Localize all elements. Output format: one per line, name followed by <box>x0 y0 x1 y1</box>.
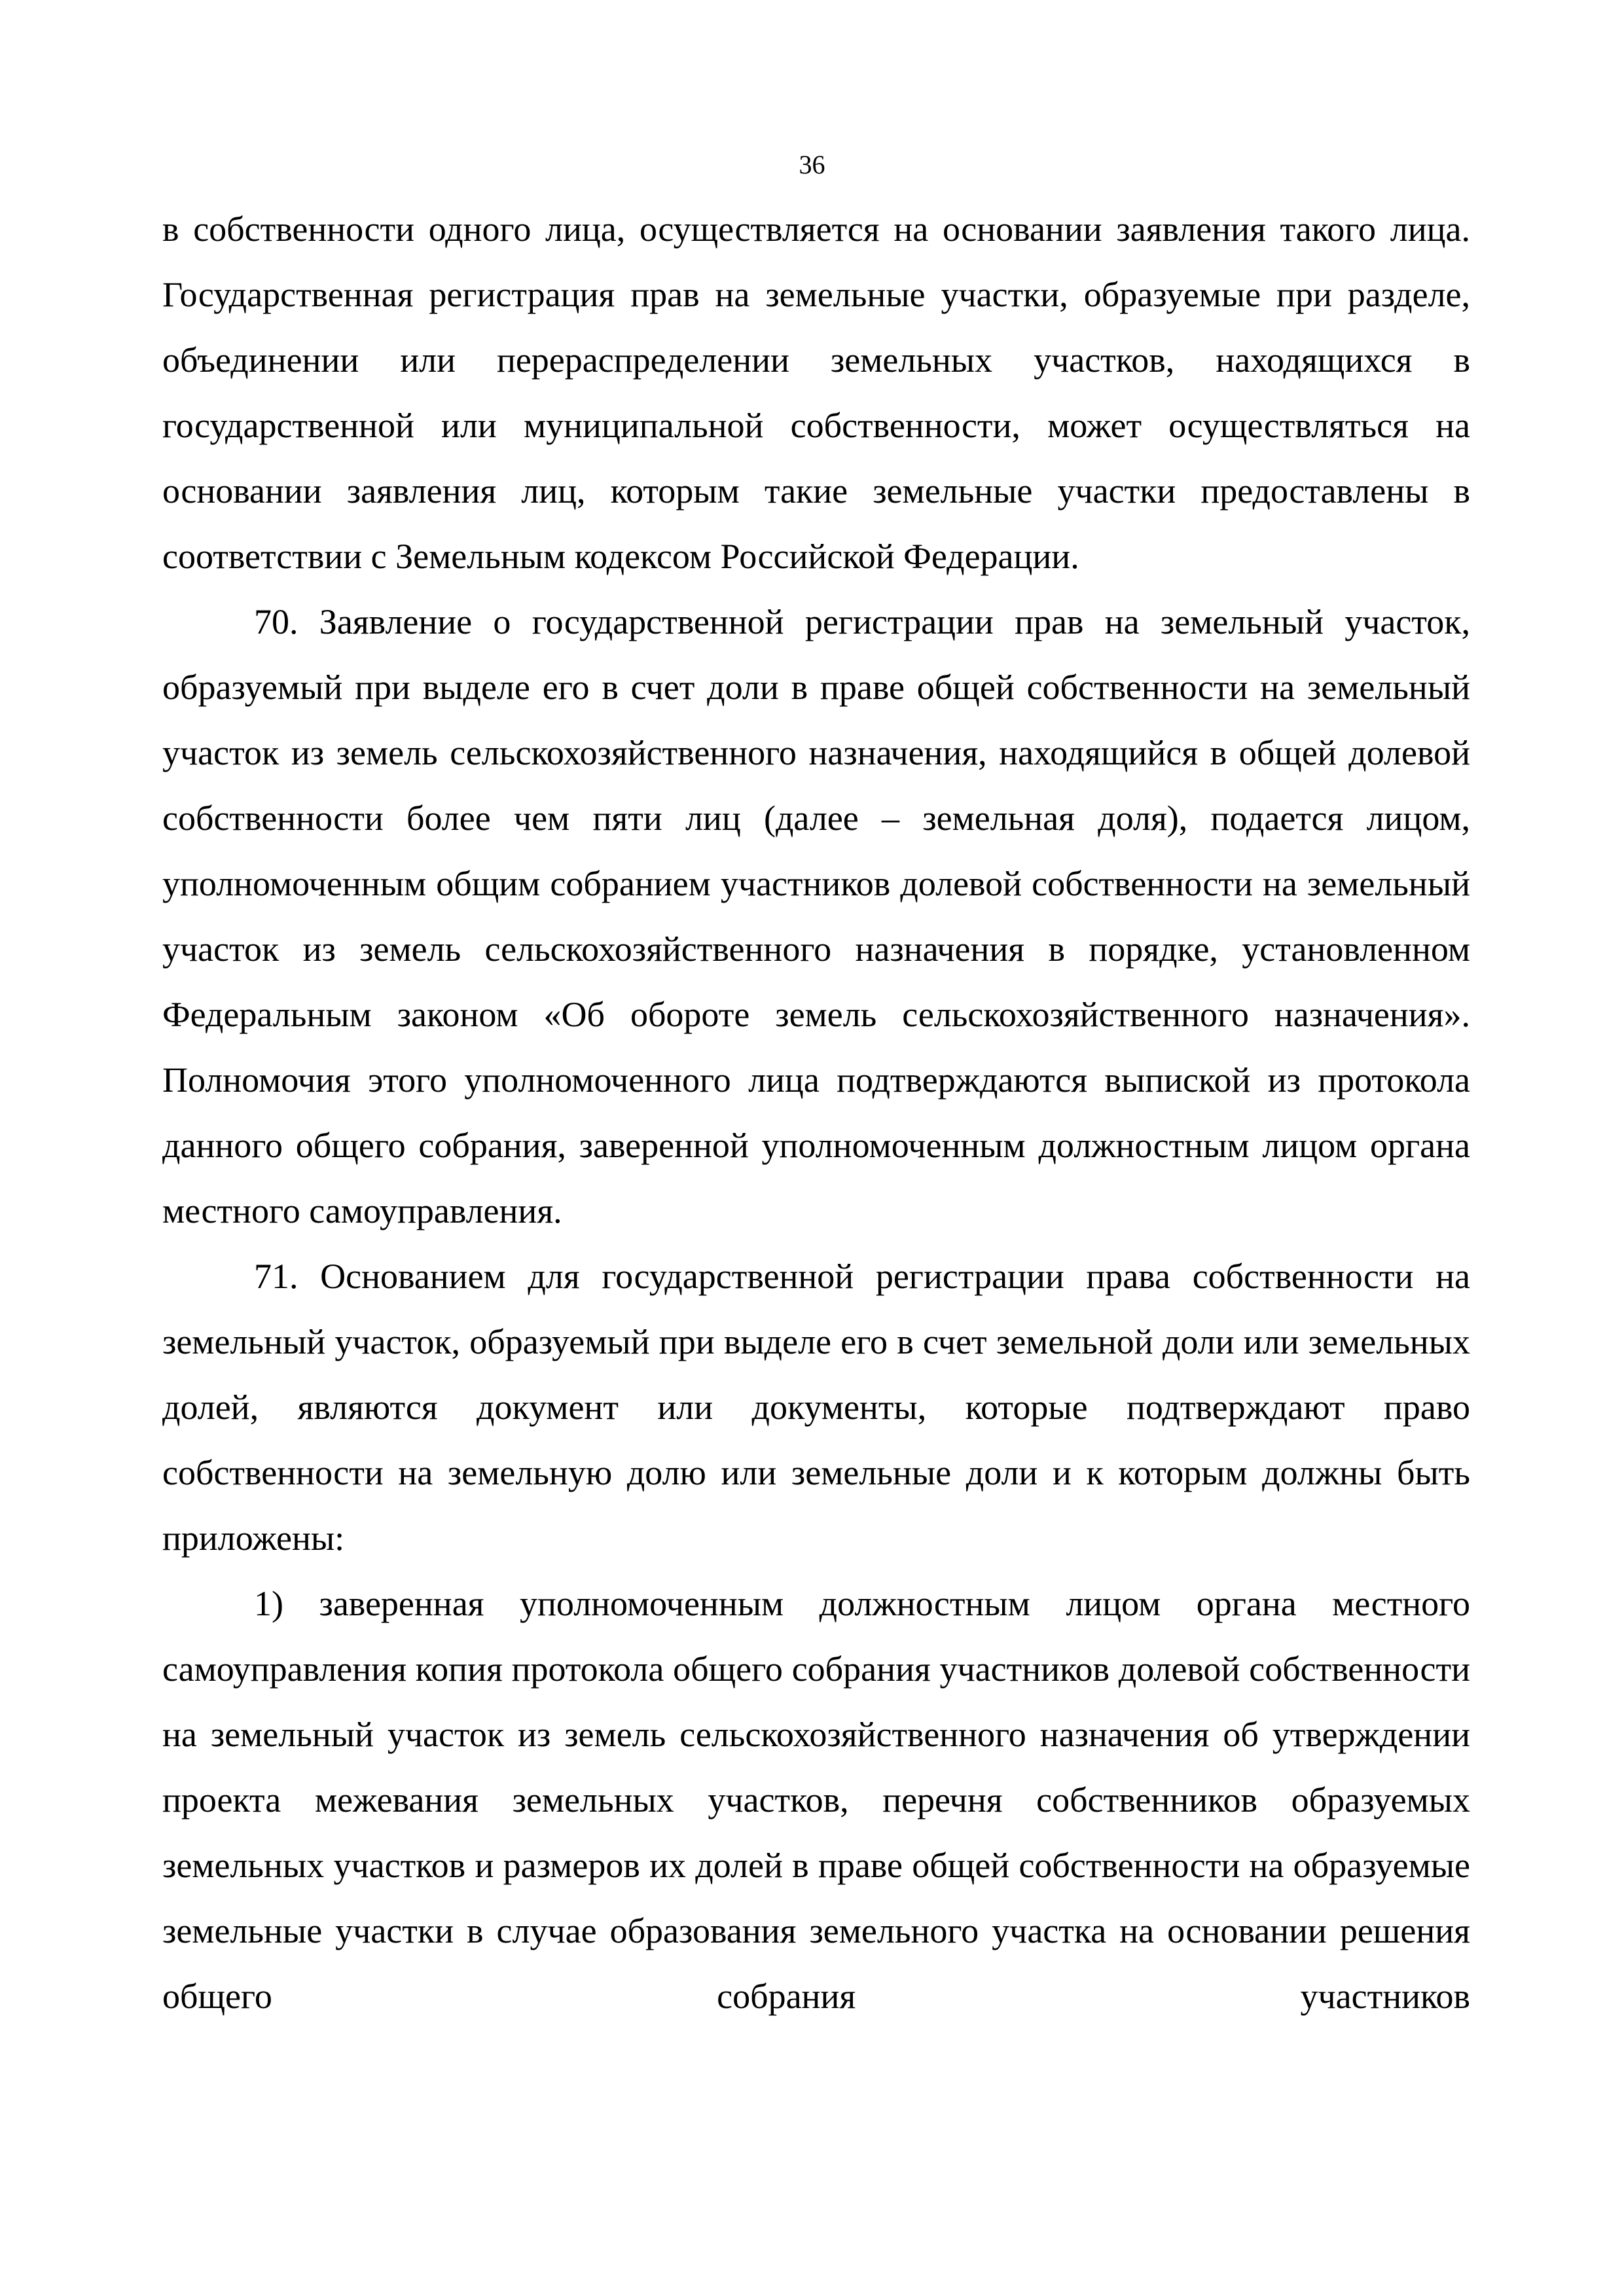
paragraph-70: 70. Заявление о государственной регистрации прав на земельный участок, образуемый при выделе его в счет доли в праве общей собственности на земельный участок из земель сельскохозяйственного назначения, находящийся в общей долевой собственности более чем пяти лиц (далее – земельная доля), подается лицом, уполномоченным общим собранием участников долевой собственности на земельный участок из земель сельскохозяйственного назначения в порядке, установленном Федеральным законом «Об обороте земель сельскохозяйственного назначения». Полномочия этого уполномоченного лица подтверждаются выпиской из протокола данного общего собрания, заверенной уполномоченным должностным лицом органа местного самоуправления. <box>162 602 1470 1230</box>
page-number: 36 <box>799 150 825 179</box>
document-body <box>162 196 1470 2029</box>
paragraph-continuation: в собственности одного лица, осуществляется на основании заявления такого лица. Государственная регистрация прав на земельные участки, образуемые при разделе, объединении или перераспределении земельных участков, находящихся в государственной или муниципальной собственности, может осуществляться на основании заявления лиц, которым такие земельные участки предоставлены в соответствии с Земельным кодексом Российской Федерации. <box>162 209 1470 576</box>
list-item-1: 1) заверенная уполномоченным должностным лицом органа местного самоуправления копия протокола общего собрания участников долевой собственности на земельный участок из земель сельскохозяйственного назначения об утверждении проекта межевания земельных участков, перечня собственников образуемых земельных участков и размеров их долей в праве общей собственности на образуемые земельные участки в случае образования земельного участка на основании решения общего собрания участников <box>162 1584 1470 2016</box>
paragraph-71: 71. Основанием для государственной регистрации права собственности на земельный участок, образуемый при выделе его в счет земельной доли или земельных долей, являются документ или документы, которые подтверждают право собственности на земельную долю или земельные доли и к которым должны быть приложены: <box>162 1257 1470 1558</box>
